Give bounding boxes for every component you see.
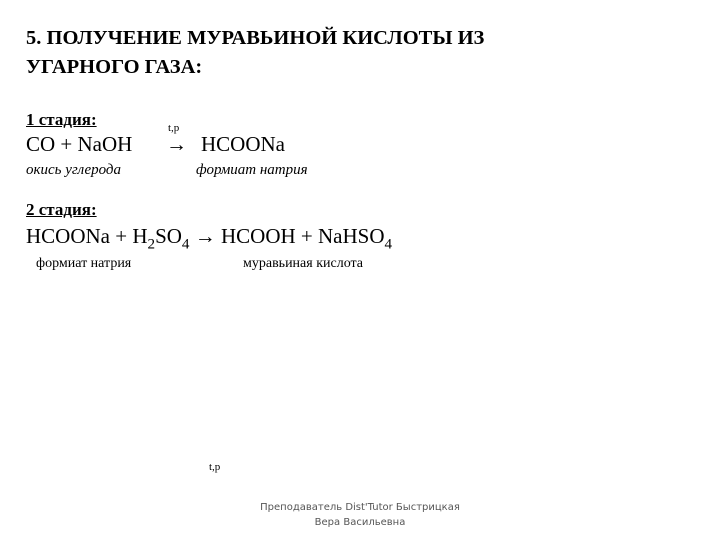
stage1-product-label: формиат натрия bbox=[196, 162, 308, 178]
author-footer bbox=[240, 500, 480, 530]
title-line-1: 5. ПОЛУЧЕНИЕ МУРАВЬИНОЙ КИСЛОТЫ ИЗ bbox=[26, 27, 485, 49]
stage2-product-label: муравьиная кислота bbox=[243, 256, 364, 271]
stage1-reactant-label: окись углерода bbox=[26, 162, 122, 178]
slide-title bbox=[26, 24, 666, 82]
stage2-sub2: 4 bbox=[181, 236, 190, 253]
stage1-reactants: CO + NaOH bbox=[26, 132, 133, 156]
stage1-product: HCOONa bbox=[201, 132, 285, 156]
footer-line-1: Преподаватель Dist'Tutor Быстрицкая bbox=[260, 502, 460, 513]
stage2-eq-part3: → HCOOH + NaHSO bbox=[189, 224, 385, 248]
stage2-eq-part1: HCOONa + H bbox=[26, 224, 148, 248]
stage2-equation bbox=[26, 224, 393, 253]
footer-line-2: Вера Васильевна bbox=[314, 517, 406, 528]
stage2-sub3: 4 bbox=[384, 236, 393, 253]
title-line-2: УГАРНОГО ГАЗА: bbox=[26, 56, 203, 78]
stage2-heading: 2 стадия: bbox=[26, 200, 97, 219]
stage1-arrow: → bbox=[166, 132, 187, 156]
stage1-condition: t,p bbox=[168, 122, 180, 134]
stage2-reactant-label: формиат натрия bbox=[36, 256, 132, 271]
stage2-eq-part2: SO bbox=[155, 224, 182, 248]
stray-condition-label: t,p bbox=[209, 461, 221, 473]
stage1-heading: 1 стадия: bbox=[26, 110, 97, 129]
stage2-sub1: 2 bbox=[147, 236, 156, 253]
